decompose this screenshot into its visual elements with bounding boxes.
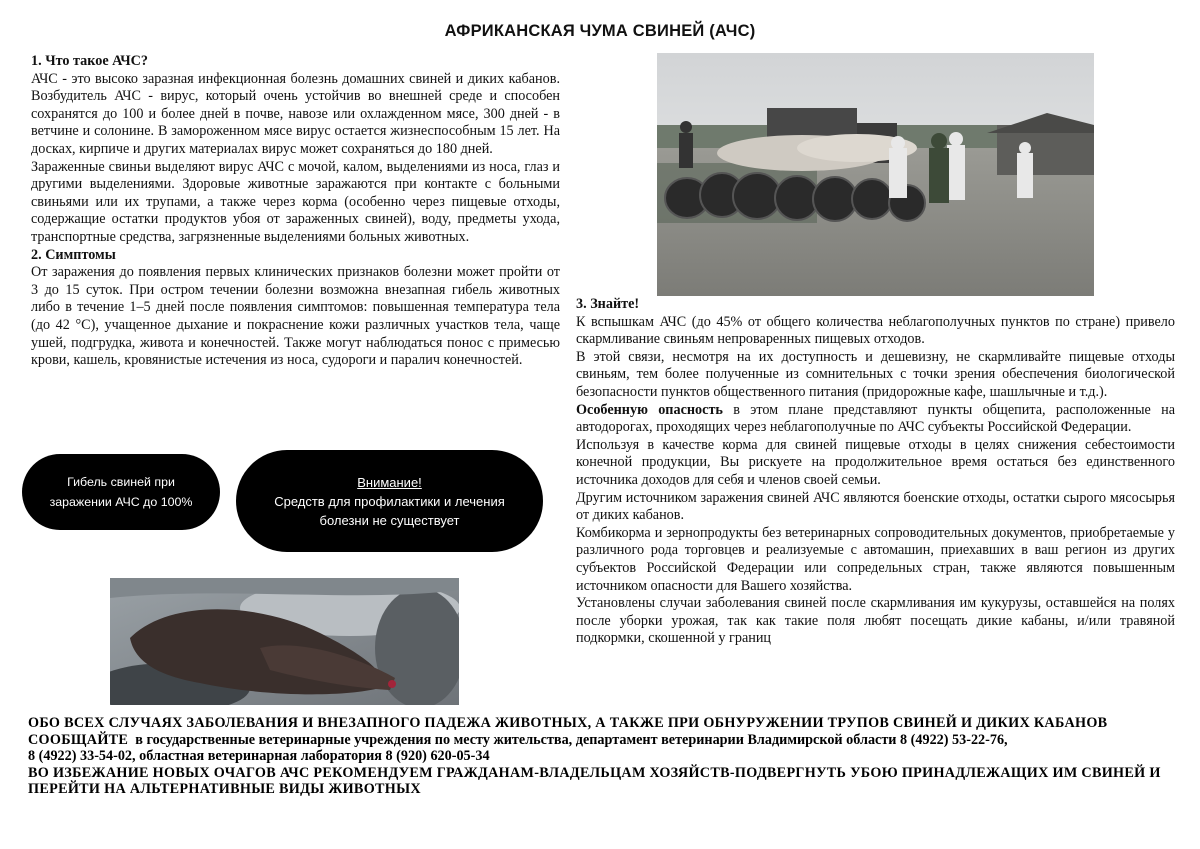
report-notice <box>28 715 1178 798</box>
page-title: АФРИКАНСКАЯ ЧУМА СВИНЕЙ (АЧС) <box>444 22 756 40</box>
section3-emphasis: Особенную опасность <box>576 401 723 418</box>
notice-caps: СООБЩАЙТЕ <box>28 731 129 748</box>
section3-heading: 3. Знайте! <box>576 296 640 312</box>
notice-line <box>28 732 1178 749</box>
section3-paragraph <box>576 402 1175 437</box>
section2-paragraph: От заражения до появления первых клинических признаков болезни может пройти от 3 до 15 суток. При остром течении болезни возможна внезапная гибель животных либо в течение 1–5 дней после появления симптомов: повышенная температура тела (до 42 °С), учащенное дыхание и покраснение кожи различных участков тела, чаще ушей, подгрудка, живота и конечностей. Также могут наблюдаться понос с примесью крови, кашель, кровянистые истечения из носа, судороги и паралич конечностей. <box>31 264 560 369</box>
warning-callout-title: Внимание! <box>357 474 422 490</box>
section1-heading: 1. Что такое АЧС? <box>31 53 149 69</box>
section1-paragraph: АЧС - это высоко заразная инфекционная болезнь домашних свиней и диких кабанов. Возбудитель АЧС - вирус, который очень устойчив во внешней среде и способен сохранятся до 100 и более дней в почве, навозе или охлажденном мясе, 300 дней - в ветчине и солонине. В замороженном мясе вирус остается жизнеспособным 15 лет. На досках, кирпиче и других материалах вирус может сохраняться до 180 дней. <box>31 70 560 157</box>
section3-emphasis-rest: в этом плане представляют пункты общепита, расположенные на автодорогах, проходящих через неблагополучные по АЧС субъекты Российской Федерации. <box>576 401 1175 436</box>
right-column <box>576 296 1175 648</box>
section3-paragraph: В этой связи, несмотря на их доступность и дешевизну, не скармливайте пищевые отходы свиньям, тем более полученные из сомнительных с точки зрения обеспечения биологической безопасности пунктов общественного питания (придорожные кафе, шашлычные и т.д.). <box>576 348 1175 400</box>
section3-paragraph: Установлены случаи заболевания свиней после скармливания им кукурузы, оставшейся на полях после уборки урожая, так как такие поля любят посещать дикие кабаны, и/или травяной подкормки, скошенной у границ <box>576 595 1175 647</box>
photo-disposal-site <box>657 53 1094 296</box>
section2-heading: 2. Симптомы <box>31 246 116 263</box>
section3-paragraph: Используя в качестве корма для свиней пищевые отходы в целях снижения себестоимости конечной продукции, Вы рискуете на продолжительное время остаться без единственного источника доходов для себя и членов своей семьи. <box>576 436 1175 488</box>
warning-callout <box>236 450 543 552</box>
notice-recommendation: ВО ИЗБЕЖАНИЕ НОВЫХ ОЧАГОВ АЧС РЕКОМЕНДУЕМ ГРАЖДАНАМ-ВЛАДЕЛЬЦАМ ХОЗЯЙСТВ-ПОДВЕРГНУТЬ УБОЮ ПРИНАДЛЕЖАЩИХ ИМ СВИНЕЙ И ПЕРЕЙТИ НА АЛЬТЕРНАТИВНЫЕ ВИДЫ ЖИВОТНЫХ <box>28 764 1161 798</box>
notice-line: 8 (4922) 33-54-02, областная ветеринарная лаборатория 8 (920) 620-05-34 <box>28 748 490 765</box>
mortality-callout-text: Гибель свиней при заражении АЧС до 100% <box>49 475 193 509</box>
notice-contacts: в государственные ветеринарные учреждения по месту жительства, департамент ветеринарии Владимирской области 8 (4922) 53-22-76, <box>128 731 1008 748</box>
section3-paragraph: К вспышкам АЧС (до 45% от общего количества неблагополучных пунктов по стране) привело скармливание свиньям непроваренных пищевых отходов. <box>576 313 1175 348</box>
photo-dead-boar <box>110 578 459 705</box>
mortality-callout <box>22 454 220 530</box>
section1-paragraph: Зараженные свиньи выделяют вирус АЧС с мочой, калом, выделениями из носа, глаз и другими выделениями. Здоровые животные заражаются при контакте с больными свиньями или их трупами, а также через корма (особенно через пищевые отходы, содержащие остатки продуктов убоя от зараженных свиней), воду, предметы ухода, транспортные средства, загрязненные выделениями больных животных. <box>31 158 560 245</box>
section3-paragraph: Комбикорма и зернопродукты без ветеринарных сопроводительных документов, приобретаемые у различного рода торговцев и реализуемые с автомашин, приехавших в ваш регион из других субъектов Российской Федерации или сопредельных стран, также являются повышенным источником опасности для Вашего хозяйства. <box>576 524 1175 594</box>
left-column <box>31 53 560 370</box>
section3-paragraph: Другим источником заражения свиней АЧС являются боенские отходы, остатки сырого мясосырья от диких кабанов. <box>576 489 1175 524</box>
notice-line: ОБО ВСЕХ СЛУЧАЯХ ЗАБОЛЕВАНИЯ И ВНЕЗАПНОГО ПАДЕЖА ЖИВОТНЫХ, А ТАКЖЕ ПРИ ОБНУРУЖЕНИИ ТРУПОВ СВИНЕЙ И ДИКИХ КАБАНОВ <box>28 715 1108 731</box>
warning-callout-text: Средств для профилактики и лечения болезни не существует <box>274 493 505 528</box>
